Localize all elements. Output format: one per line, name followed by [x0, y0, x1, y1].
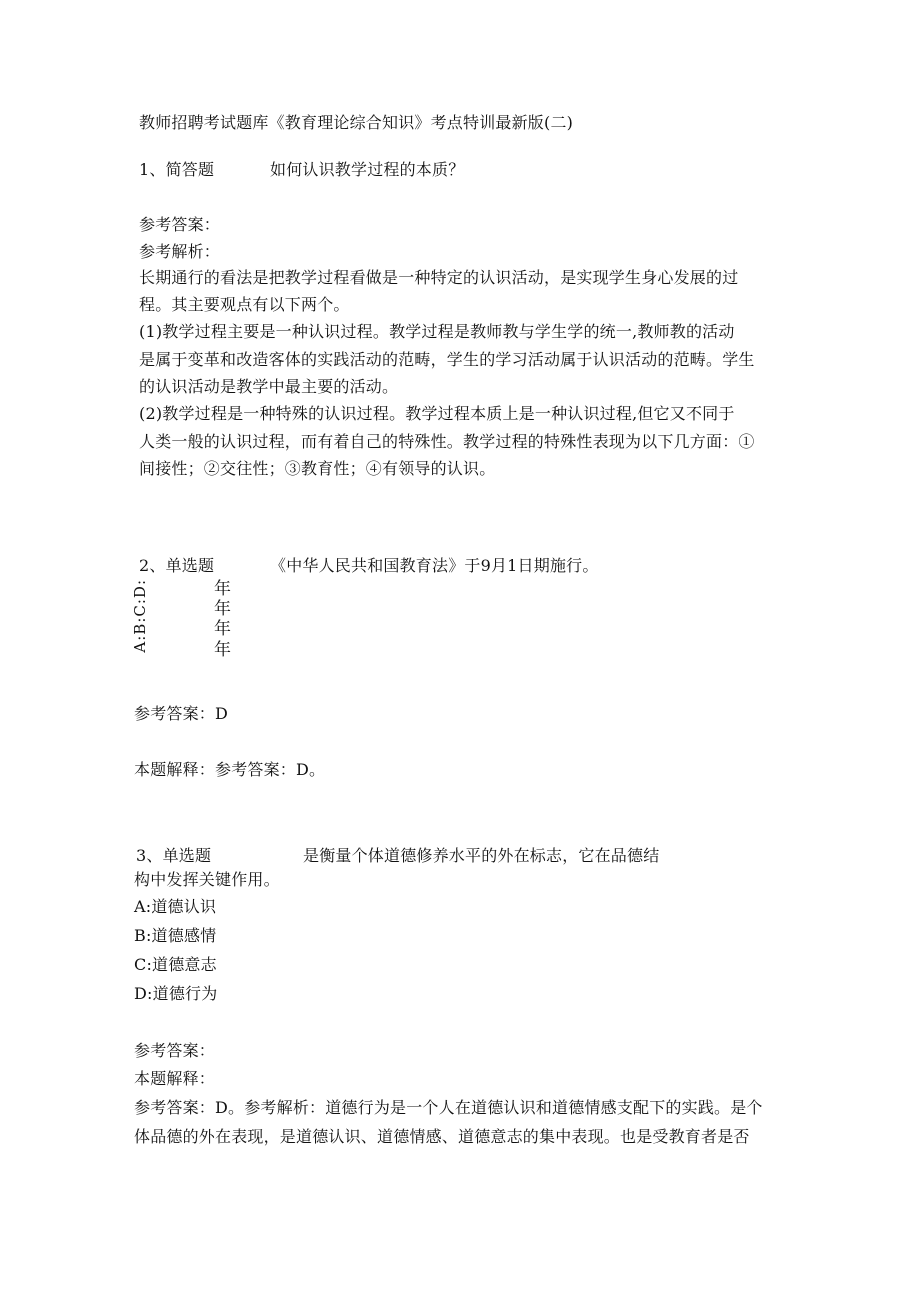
q1-answer-label: 参考答案：: [139, 215, 221, 234]
q1-analysis-line: 是属于变革和改造客体的实践活动的范畴，学生的学习活动属于认识活动的范畴。学生: [139, 350, 755, 369]
q1-analysis-line: (2)教学过程是一种特殊的认识过程。教学过程本质上是一种认识过程,但它又不同于: [139, 404, 735, 423]
document-title: 教师招聘考试题库《教育理论综合知识》考点特训最新版(二): [139, 113, 574, 132]
q2-answer: 参考答案：D: [134, 704, 229, 723]
q1-analysis-line: 程。其主要观点有以下两个。: [139, 295, 350, 314]
q3-option-b: B:道德感情: [134, 926, 217, 945]
q1-analysis-line: 长期通行的看法是把教学过程看做是一种特定的认识活动，是实现学生身心发展的过: [139, 268, 739, 287]
q3-explanation-label: 本题解释：: [134, 1069, 216, 1088]
q2-option-d: 年: [214, 640, 231, 660]
q3-question-cont: 构中发挥关键作用。: [134, 870, 280, 889]
q1-analysis-line: 人类一般的认识过程，而有着自己的特殊性。教学过程的特殊性表现为以下几方面：①: [139, 432, 755, 451]
q2-option-letters: A:B:C:D:: [131, 579, 149, 653]
q3-option-a: A:道德认识: [134, 897, 217, 916]
q2-question: 《中华人民共和国教育法》于9月1日期施行。: [270, 556, 599, 575]
q1-number: 1、简答题: [139, 160, 215, 179]
q1-analysis-label: 参考解析：: [139, 242, 221, 261]
q2-explanation: 本题解释：参考答案：D。: [134, 760, 326, 779]
q2-option-c: 年: [214, 619, 231, 639]
q3-explanation-line: 参考答案：D。参考解析：道德行为是一个人在道德认识和道德情感支配下的实践。是个: [134, 1098, 763, 1117]
q3-option-c: C:道德意志: [134, 955, 217, 974]
q2-number: 2、单选题: [139, 556, 215, 575]
q3-answer-label: 参考答案：: [134, 1041, 216, 1060]
q1-analysis-line: 的认识活动是教学中最主要的活动。: [139, 377, 399, 396]
q1-analysis-line: (1)教学过程主要是一种认识过程。教学过程是教师教与学生学的统一,教师教的活动: [139, 322, 735, 341]
q1-analysis-line: 间接性；②交往性；③教育性；④有领导的认识。: [139, 459, 496, 478]
q3-number: 3、单选题: [136, 846, 212, 865]
q3-question: 是衡量个体道德修养水平的外在标志，它在品德结: [303, 846, 660, 865]
q2-option-b: 年: [214, 599, 231, 619]
q3-explanation-line: 体品德的外在表现，是道德认识、道德情感、道德意志的集中表现。也是受教育者是否: [134, 1127, 750, 1146]
q3-option-d: D:道德行为: [134, 984, 218, 1003]
q2-option-a: 年: [214, 579, 231, 599]
q1-question: 如何认识教学过程的本质？: [270, 160, 465, 179]
